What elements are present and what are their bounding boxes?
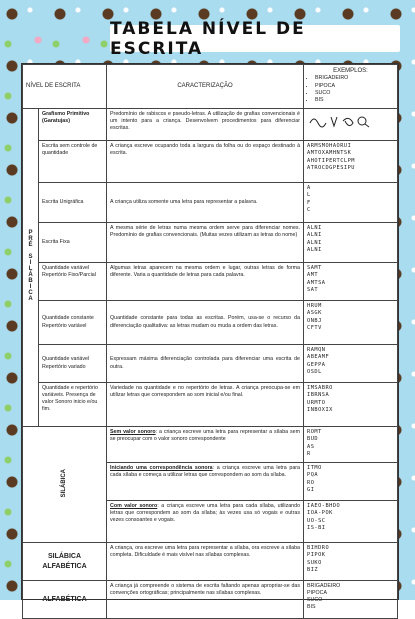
table-header-row [23,65,398,109]
example-line: SUKO [307,559,322,566]
table-row [23,301,398,345]
example-line: HRUM [307,303,322,309]
example-line: AS [307,443,315,450]
example-line: RO [307,479,315,486]
silabica-label-cell [23,427,107,543]
example-line: C [307,207,311,214]
example-word: • BRIGADEIRO [315,75,394,82]
example-cell [304,183,398,223]
example-line: IOA-POK [307,510,333,517]
example-word: • PIPOCA [315,83,394,90]
example-line: URMTO [307,399,326,406]
example-line: INBOXIX [307,407,333,414]
scribble-example [307,113,377,129]
example-cell [304,543,398,581]
example-line: F [307,199,311,206]
header-characterization: CARACTERIZAÇÃO [107,65,304,109]
example-line: ALNI [307,247,322,254]
example-line: A [307,185,311,191]
example-cell [304,141,398,183]
table-row [23,263,398,301]
description-lead: Com valor sonoro [110,503,158,509]
table-row [23,427,398,463]
example-line: ITMO [307,465,322,471]
example-cell [304,109,398,141]
examples-list [307,75,394,105]
header-examples [304,65,398,109]
example-line: PIPOK [307,552,326,559]
level-description [107,501,304,543]
silabica-label: SILÁBICA [61,468,68,497]
level-description: Predomínio de rabiscos e pseudo-letras. A utilização de grafias convencionais é um intento para a criança. Desenvolvem procedimentos para diferenciar escritas. [107,109,304,141]
table-row [23,109,398,141]
example-line: ONBJ [307,317,322,324]
example-line: R [307,451,311,458]
level-name: Quantidade variável Repertório Fixo/Parcial [39,263,107,301]
table-row [23,581,398,619]
example-line: ROMT [307,429,322,435]
level-name: Quantidade constante Repertório variável [39,301,107,345]
examples-title: EXEMPLOS: [333,68,368,74]
example-cell [304,223,398,263]
example-line: IAEO-BHDO [307,503,341,509]
level-description: Algumas letras aparecem na mesma ordem e lugar, outras letras de forma diferente. Varia a quantidade de letras para cada palavra. [107,263,304,301]
level-description: Variedade na quantidade e no repertório de letras. A criança preocupa-se em utilizar letras que correspondem ao som inicial e/ou final. [107,383,304,427]
description-text: : a criança escreve uma letra para representar a sílaba sem se preocupar com o valor sonoro correspondente [110,429,301,443]
description-lead: Iniciando uma correspondência sonora [110,465,213,471]
level-name: Quantidade variável Repertório variado [39,345,107,383]
example-line: ASGK [307,310,322,317]
level-description [107,427,304,463]
level-description: A criança, ora escreve uma letra para representar a sílaba, ora escreve a sílaba completa. Dificuldade é mais visível nas sílabas complexas. [107,543,304,581]
example-line: ALNI [307,232,322,239]
example-line: ABEAMF [307,354,330,361]
example-line: ALNI [307,239,322,246]
example-line: GEPPA [307,361,326,368]
level-name: Quantidade e repertório variáveis. Presença de valor Sonoro inicio e/ou fim. [39,383,107,427]
example-line: ALNI [307,225,322,231]
example-line: IBRNSA [307,392,330,399]
example-cell [304,581,398,619]
example-cell [304,345,398,383]
example-line: PIPOCA [307,590,328,597]
example-line: OSDL [307,369,322,376]
level-description: Quantidade constante para todas as escritas. Porém, usa-se o recurso da diferenciação qualitativa: as letras mudam ou muda a ordem das letras. [107,301,304,345]
example-cell [304,263,398,301]
table-row [23,345,398,383]
pre-silabica-label-cell [23,109,39,427]
example-cell [304,383,398,427]
example-line: BIHDRO [307,545,330,551]
table-row [23,223,398,263]
header-level: NÍVEL DE ESCRITA [23,65,107,109]
example-line: ATROCDGPESIPU [307,165,355,172]
example-word: • BIS [315,97,394,104]
example-line: ARMSMOHAORUI [307,143,352,149]
example-line: CFTV [307,325,322,332]
level-description [107,463,304,501]
level-description: A criança já compreende o sistema de escrita faltando apenas apropriar-se das convenções ortográficas; principalmente nas sílabas complexas. [107,581,304,619]
level-name: Escrita Unigráfica [39,183,107,223]
table-row [23,543,398,581]
example-line: IMSABRO [307,385,333,391]
example-line: L [307,192,311,199]
example-line: PQA [307,472,319,479]
example-line: AMT [307,272,319,279]
example-line: BUD [307,436,319,443]
example-line: GI [307,487,315,494]
level-name: Escrita sem controle de quantidade [39,141,107,183]
level-description: A mesma série de letras numa mesma ordem serve para diferenciar nomes. Predomínio de grafias convencionais. (Muitas vezes utilizam as letras do nome) [107,223,304,263]
example-line: BIS [307,604,316,611]
description-text: : a criança escreve uma letra para cada sílaba e começa a utilizar letras que correspondem ao som da sílaba. [110,465,301,479]
table-row [23,383,398,427]
example-line: SAT [307,287,319,294]
title-banner [110,18,400,59]
example-word: • SUCO [315,90,394,97]
level-description: A criança utiliza somente uma letra para representar a palavra. [107,183,304,223]
level-description: A criança escreve ocupando toda a largura da folha ou do espaço destinado à escrita. [107,141,304,183]
example-line: AMTSA [307,279,326,286]
example-line: RAMQN [307,347,326,353]
level-description: Expressam máxima diferenciação controlada para diferenciar uma escrita de outra. [107,345,304,383]
example-line: UO-SC [307,517,326,524]
page-title: TABELA NÍVEL DE ESCRITA [110,18,306,59]
example-cell [304,427,398,463]
example-line: AMTOXAMHNTSK [307,150,352,157]
description-text: : a criança escreve uma letra para cada sílaba, utilizando letras que correspondem ao som da sílaba; às vezes usa só vogais e outras vezes consoantes e vogais. [110,503,301,524]
example-cell [304,301,398,345]
level-name: Escrita Fixa [39,223,107,263]
table-row [23,183,398,223]
pre-silabica-label: PRÉ SILÁBICA [27,229,34,302]
description-lead: Sem valor sonoro [110,429,156,435]
writing-level-table [21,63,399,611]
table-row [23,141,398,183]
example-line: AHOTIPERTCLPM [307,157,355,164]
example-cell [304,501,398,543]
example-line: SUCO [307,597,323,604]
example-line: IS-BI [307,525,326,532]
level-name: SILÁBICA ALFABÉTICA [23,543,107,581]
example-cell [304,463,398,501]
level-name: ALFABÉTICA [23,581,107,619]
example-line: BIZ [307,567,319,574]
example-line: BRIGADEIRO [307,583,341,589]
example-line: SAMT [307,265,322,271]
level-name: Grafismo Primitivo (Garatujas) [39,109,107,141]
